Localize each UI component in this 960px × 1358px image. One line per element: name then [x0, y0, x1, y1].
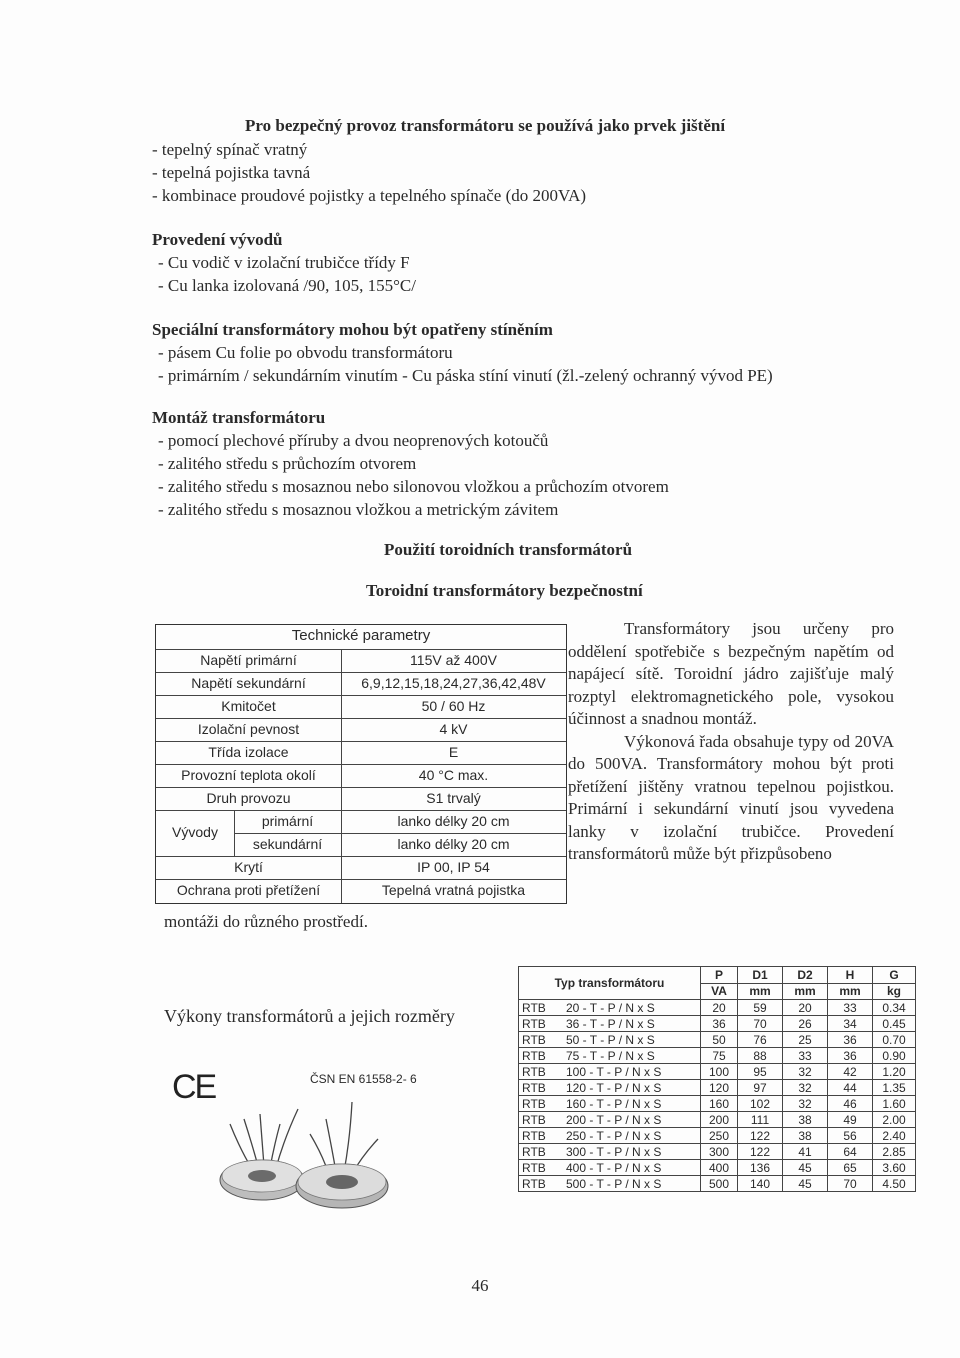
- type-header: Typ transformátoru: [519, 967, 701, 1000]
- param-value: 40 °C max.: [418, 767, 489, 783]
- cell-g: 1.60: [873, 1096, 916, 1112]
- heading-leads: Provedení vývodů: [152, 230, 283, 249]
- description-tail: montáži do různého prostředí.: [164, 912, 368, 931]
- cell-p: 400: [701, 1160, 738, 1176]
- heading-shield: Speciální transformátory mohou být opatřeny stíněním: [152, 320, 553, 339]
- table-row: [519, 1032, 916, 1048]
- cell-p: 500: [701, 1176, 738, 1192]
- type-prefix: RTB: [522, 1048, 546, 1063]
- cell-d2: 41: [783, 1144, 828, 1160]
- mount-item: - zalitého středu s mosaznou nebo silonovou vložkou a průchozím otvorem: [158, 477, 669, 496]
- cell-d1: 122: [738, 1128, 783, 1144]
- cell-d2: 25: [783, 1032, 828, 1048]
- protection-item: - kombinace proudové pojistky a tepelného spínače (do 200VA): [152, 186, 587, 205]
- table-row: [519, 1160, 916, 1176]
- cell-h: 46: [828, 1096, 873, 1112]
- col-unit: VA: [701, 983, 738, 1000]
- type-designation: 75 - T - P / N x S: [566, 1048, 655, 1063]
- cell-p: 50: [701, 1032, 738, 1048]
- page-number: 46: [471, 1276, 489, 1295]
- cell-d2: 38: [783, 1112, 828, 1128]
- col-head: P: [701, 967, 738, 984]
- protection-item: - tepelný spínač vratný: [152, 140, 308, 159]
- type-designation: 100 - T - P / N x S: [566, 1064, 662, 1079]
- cell-g: 0.45: [873, 1016, 916, 1032]
- cell-h: 70: [828, 1176, 873, 1192]
- cell-d1: 122: [738, 1144, 783, 1160]
- col-unit: kg: [873, 983, 916, 1000]
- table-row: [519, 1176, 916, 1192]
- cell-d1: 111: [738, 1112, 783, 1128]
- col-head: G: [873, 967, 916, 984]
- col-head: D1: [738, 967, 783, 984]
- table-row: [519, 1080, 916, 1096]
- cell-d2: 26: [783, 1016, 828, 1032]
- param-value: E: [448, 744, 459, 760]
- heading-safety: Toroidní transformátory bezpečnostní: [366, 581, 643, 600]
- type-designation: 160 - T - P / N x S: [566, 1096, 662, 1111]
- cell-p: 250: [701, 1128, 738, 1144]
- cell-d1: 76: [738, 1032, 783, 1048]
- cell-g: 0.70: [873, 1032, 916, 1048]
- param-value: S1 trvalý: [426, 790, 481, 806]
- type-designation: 120 - T - P / N x S: [566, 1080, 662, 1095]
- cell-h: 65: [828, 1160, 873, 1176]
- leads-item: - Cu vodič v izolační trubičce třídy F: [158, 253, 410, 272]
- type-prefix: RTB: [522, 1096, 546, 1111]
- vyvody-label: Vývody: [172, 824, 218, 840]
- vyvody-sub-label: primární: [261, 813, 314, 829]
- col-head: D2: [783, 967, 828, 984]
- type-designation: 250 - T - P / N x S: [566, 1128, 662, 1143]
- cell-p: 200: [701, 1112, 738, 1128]
- cell-g: 1.20: [873, 1064, 916, 1080]
- param-label: Kmitočet: [221, 698, 276, 714]
- type-cell: [519, 1160, 701, 1176]
- type-prefix: RTB: [522, 1000, 546, 1015]
- cell-g: 3.60: [873, 1160, 916, 1176]
- type-designation: 300 - T - P / N x S: [566, 1144, 662, 1159]
- type-cell: [519, 1128, 701, 1144]
- type-cell: [519, 1064, 701, 1080]
- protection-item: - tepelná pojistka tavná: [152, 163, 311, 182]
- type-cell: [519, 1096, 701, 1112]
- cell-g: 2.40: [873, 1128, 916, 1144]
- cell-p: 36: [701, 1016, 738, 1032]
- table-row: [519, 1064, 916, 1080]
- param-value: 6,9,12,15,18,24,27,36,42,48V: [361, 675, 546, 691]
- cell-d2: 20: [783, 1000, 828, 1016]
- type-prefix: RTB: [522, 1064, 546, 1079]
- type-prefix: RTB: [522, 1112, 546, 1127]
- col-unit: mm: [738, 983, 783, 1000]
- technical-parameters-table: [155, 624, 567, 904]
- table-row: [519, 1048, 916, 1064]
- param-label: Napětí sekundární: [191, 675, 306, 691]
- cell-p: 100: [701, 1064, 738, 1080]
- cell-p: 300: [701, 1144, 738, 1160]
- cell-g: 0.90: [873, 1048, 916, 1064]
- cell-h: 42: [828, 1064, 873, 1080]
- cell-d2: 38: [783, 1128, 828, 1144]
- type-designation: 36 - T - P / N x S: [566, 1016, 655, 1031]
- cell-g: 0.34: [873, 1000, 916, 1016]
- param-label: Krytí: [234, 859, 263, 875]
- cell-h: 64: [828, 1144, 873, 1160]
- mount-item: - zalitého středu s průchozím otvorem: [158, 454, 417, 473]
- cell-d2: 45: [783, 1176, 828, 1192]
- type-designation: 500 - T - P / N x S: [566, 1176, 662, 1191]
- table-row: [519, 1112, 916, 1128]
- type-cell: [519, 1016, 701, 1032]
- transformer-illustration: [200, 1094, 400, 1214]
- description-paragraph: Transformátory jsou určeny pro oddělení spotřebiče s bezpečným napětím od napájecí sítě. Toroidní jádro zajišťuje malý rozptyl elektromagnetického pole, vysokou účinnost a snadnou montáž.: [568, 619, 894, 728]
- param-label: Ochrana proti přetížení: [176, 882, 321, 898]
- col-head: H: [828, 967, 873, 984]
- heading-mount: Montáž transformátoru: [152, 408, 326, 427]
- description-paragraph: Výkonová řada obsahuje typy od 20VA do 500VA. Transformátory mohou být proti přetížení jištěny vratnou tepelnou pojistkou. Primární i sekundární vinutí jsou vyvedena lanky v izolační trubičce. Provedení transformátorů může být přizpůsobeno: [568, 731, 894, 863]
- param-label: Provozní teplota okolí: [181, 767, 316, 783]
- leads-item: - Cu lanka izolovaná /90, 105, 155°C/: [158, 276, 416, 295]
- cell-h: 34: [828, 1016, 873, 1032]
- cell-h: 36: [828, 1048, 873, 1064]
- heading-usage: Použití toroidních transformátorů: [384, 540, 633, 559]
- cell-p: 75: [701, 1048, 738, 1064]
- type-prefix: RTB: [522, 1080, 546, 1095]
- type-cell: [519, 1112, 701, 1128]
- vyvody-value: lanko délky 20 cm: [397, 813, 510, 829]
- cell-d1: 136: [738, 1160, 783, 1176]
- type-cell: [519, 1000, 701, 1016]
- type-prefix: RTB: [522, 1032, 546, 1047]
- param-label: Napětí primární: [200, 652, 297, 668]
- mount-item: - zalitého středu s mosaznou vložkou a metrickým závitem: [158, 500, 559, 519]
- table-row: [519, 1016, 916, 1032]
- description-text: [568, 618, 894, 866]
- cell-g: 2.85: [873, 1144, 916, 1160]
- cell-g: 4.50: [873, 1176, 916, 1192]
- cell-d1: 97: [738, 1080, 783, 1096]
- cell-p: 20: [701, 1000, 738, 1016]
- cell-d2: 32: [783, 1096, 828, 1112]
- type-cell: [519, 1048, 701, 1064]
- mount-item: - pomocí plechové příruby a dvou neoprenových kotoučů: [158, 431, 549, 450]
- param-label: Druh provozu: [206, 790, 291, 806]
- col-unit: mm: [828, 983, 873, 1000]
- type-prefix: RTB: [522, 1176, 546, 1191]
- type-prefix: RTB: [522, 1016, 546, 1031]
- norm-label: ČSN EN 61558-2- 6: [310, 1072, 417, 1086]
- shield-item: - primárním / sekundárním vinutím - Cu páska stíní vinutí (žl.-zelený ochranný vývod PE): [158, 366, 773, 385]
- cell-h: 33: [828, 1000, 873, 1016]
- type-prefix: RTB: [522, 1160, 546, 1175]
- cell-d1: 70: [738, 1016, 783, 1032]
- type-cell: [519, 1032, 701, 1048]
- cell-p: 160: [701, 1096, 738, 1112]
- type-cell: [519, 1080, 701, 1096]
- type-designation: 400 - T - P / N x S: [566, 1160, 662, 1175]
- type-cell: [519, 1176, 701, 1192]
- param-value: 50 / 60 Hz: [421, 698, 486, 714]
- cell-h: 36: [828, 1032, 873, 1048]
- table-row: [519, 1144, 916, 1160]
- cell-h: 49: [828, 1112, 873, 1128]
- cell-g: 1.35: [873, 1080, 916, 1096]
- col-unit: mm: [783, 983, 828, 1000]
- cell-d2: 33: [783, 1048, 828, 1064]
- param-value: 115V až 400V: [410, 652, 497, 668]
- cell-d1: 88: [738, 1048, 783, 1064]
- cell-d1: 95: [738, 1064, 783, 1080]
- cell-h: 44: [828, 1080, 873, 1096]
- table-row: [519, 1000, 916, 1016]
- dimensions-table: [518, 966, 916, 1192]
- cell-d2: 32: [783, 1080, 828, 1096]
- shield-item: - pásem Cu folie po obvodu transformátoru: [158, 343, 453, 362]
- type-designation: 200 - T - P / N x S: [566, 1112, 662, 1127]
- param-label: Izolační pevnost: [197, 721, 300, 737]
- cell-h: 56: [828, 1128, 873, 1144]
- ce-mark-logo: CE: [172, 1068, 216, 1106]
- heading-protection: Pro bezpečný provoz transformátoru se používá jako prvek jištění: [245, 116, 726, 135]
- param-label: Třída izolace: [208, 744, 289, 760]
- type-prefix: RTB: [522, 1128, 546, 1143]
- cell-p: 120: [701, 1080, 738, 1096]
- params-title: Technické parametry: [291, 627, 431, 644]
- vyvody-sub-label: sekundární: [252, 836, 323, 852]
- param-value: Tepelná vratná pojistka: [381, 882, 526, 898]
- type-prefix: RTB: [522, 1144, 546, 1159]
- heading-dims: Výkony transformátorů a jejich rozměry: [164, 1006, 455, 1026]
- cell-d1: 140: [738, 1176, 783, 1192]
- cell-d2: 32: [783, 1064, 828, 1080]
- cell-g: 2.00: [873, 1112, 916, 1128]
- type-cell: [519, 1144, 701, 1160]
- type-designation: 50 - T - P / N x S: [566, 1032, 655, 1047]
- table-row: [519, 1096, 916, 1112]
- param-value: IP 00, IP 54: [417, 859, 490, 875]
- table-row: [519, 1128, 916, 1144]
- vyvody-value: lanko délky 20 cm: [397, 836, 510, 852]
- cell-d2: 45: [783, 1160, 828, 1176]
- cell-d1: 102: [738, 1096, 783, 1112]
- cell-d1: 59: [738, 1000, 783, 1016]
- type-designation: 20 - T - P / N x S: [566, 1000, 655, 1015]
- param-value: 4 kV: [439, 721, 468, 737]
